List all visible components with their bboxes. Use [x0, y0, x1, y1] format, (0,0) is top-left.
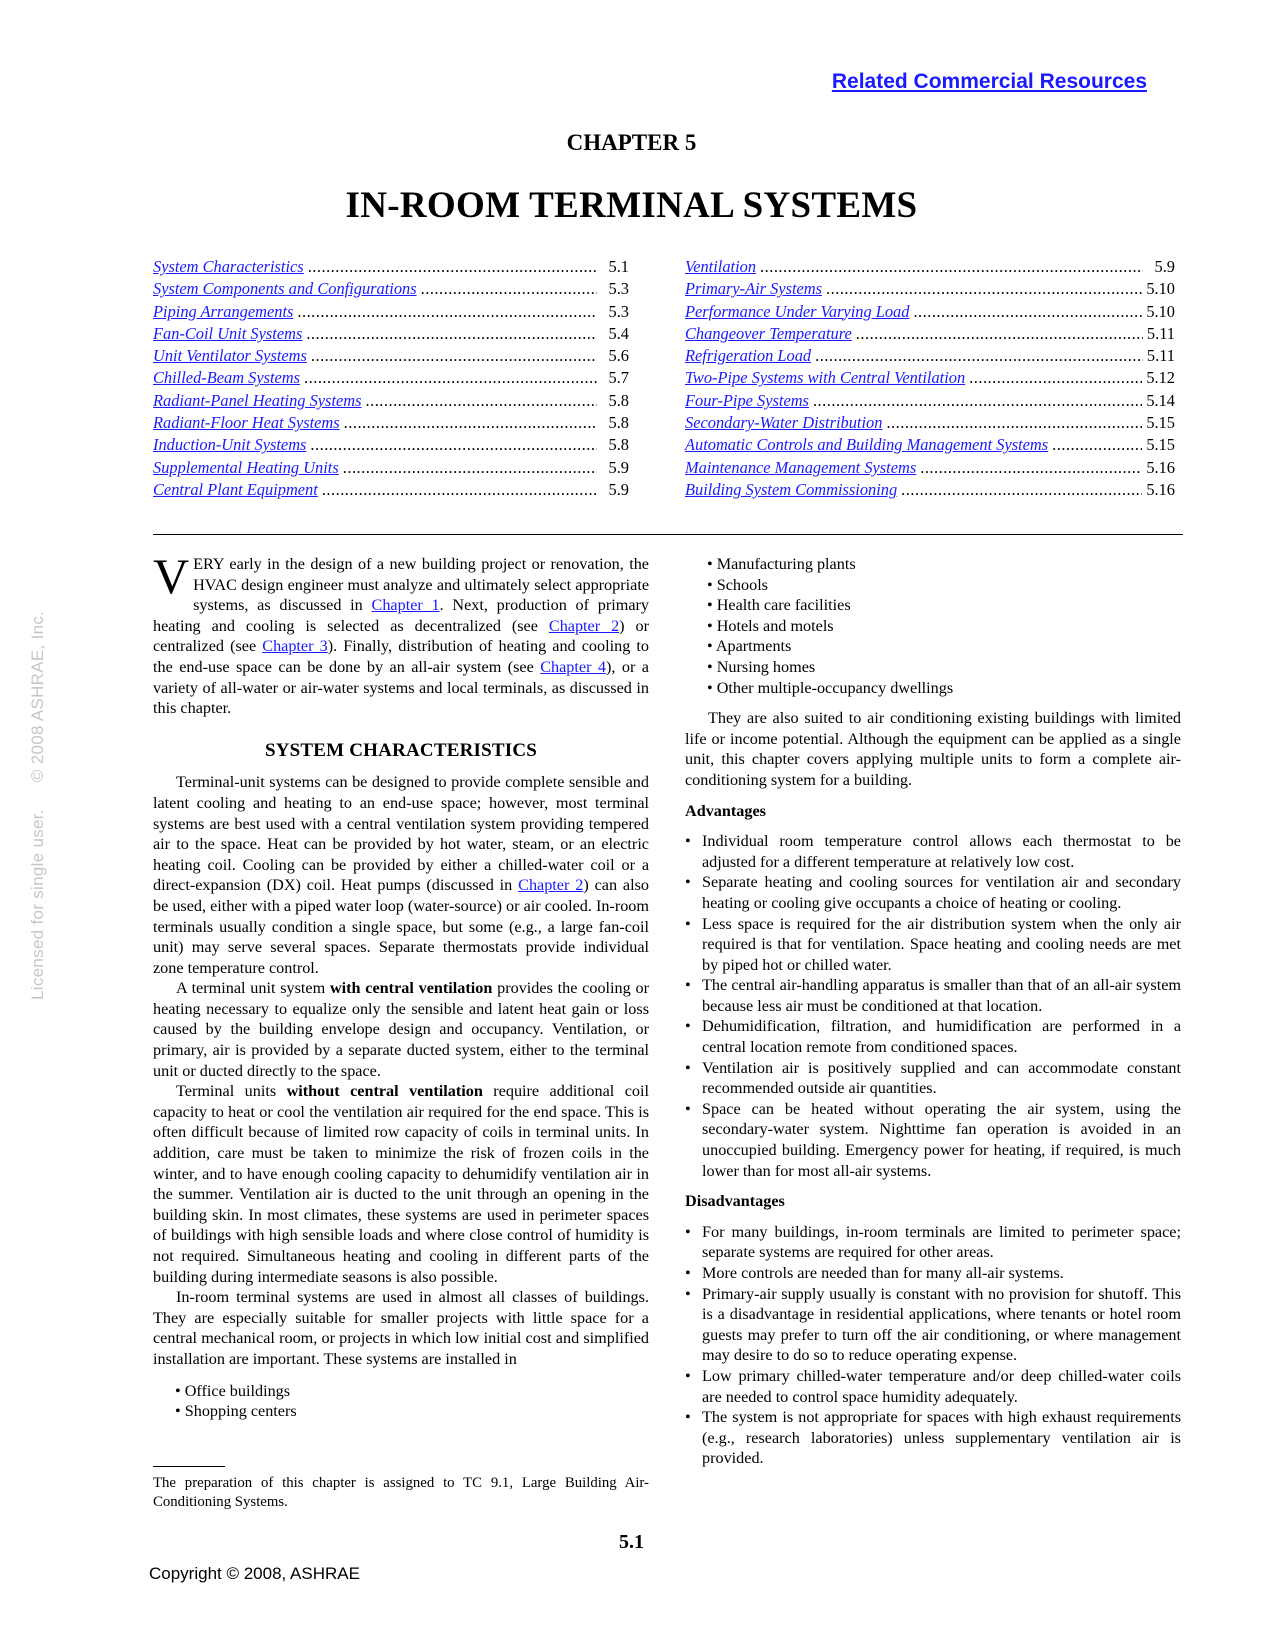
toc-page: 5.6	[608, 346, 629, 366]
toc-link[interactable]: Automatic Controls and Building Management Systems	[685, 435, 1049, 455]
toc-page: 5.10	[1146, 301, 1175, 321]
toc-page: 5.8	[608, 390, 629, 410]
toc-entry	[685, 323, 1175, 345]
toc-link[interactable]: Unit Ventilator Systems	[153, 346, 307, 366]
right-text-column	[685, 554, 1181, 1469]
disadvantages-heading: Disadvantages	[685, 1192, 785, 1211]
body-paragraph: Terminal-unit systems can be designed to provide complete sensible and latent cooling and heating to an end-use space; however, most terminal systems are best used with a central ventilation system providing tempered air to the space. Heat can be provided by hot water, steam, or an electric heating coil. Cooling can be provided by either a chilled-water coil or a direct-expansion (DX) coil. Heat pumps (discussed in Chapter 2) can also be used, either with a piped water loop (water-source) or air cooled. In-room terminals usually condition a single space, but some (e.g., a large fan-coil unit) may serve several spaces. Separate thermostats provide individual zone temperature control.	[153, 773, 649, 977]
disadvantages-list	[685, 1222, 1181, 1469]
license-watermark	[28, 589, 48, 1000]
toc-page: 5.8	[608, 413, 629, 433]
list-item: • Separate heating and cooling sources for ventilation air and secondary heating or cooling give occupants a choice of heating or cooling.	[685, 872, 1181, 913]
toc-link[interactable]: Supplemental Heating Units	[153, 457, 339, 477]
left-text-column	[153, 548, 650, 1422]
page-number: 5.1	[619, 1531, 644, 1553]
toc-entry	[685, 457, 1175, 479]
toc-link[interactable]: Maintenance Management Systems	[685, 457, 917, 477]
toc-link[interactable]: Primary-Air Systems	[685, 279, 823, 299]
toc-page: 5.14	[1146, 390, 1175, 410]
list-item: • Less space is required for the air distribution system when the only air required is that for ventilation. Space heating and cooling needs are met by piped hot or chilled water.	[685, 914, 1181, 976]
list-item: • Schools	[707, 575, 1181, 596]
toc-entry	[685, 256, 1175, 278]
list-item: • Primary-air supply usually is constant with no provision for shutoff. This is a disadvantage in residential applications, where tenants or hotel room guests may prefer to turn off the air conditioning, or where management may desire to do so to reduce operating expense.	[685, 1284, 1181, 1366]
intro-paragraph: VERY early in the design of a new building project or renovation, the HVAC design engineer must analyze and ultimately select appropriate systems, as discussed in Chapter 1. Next, production of primary heating and cooling is selected as decentralized (see Chapter 2) or centralized (see Chapter 3). Finally, distribution of heating and cooling to the end-use space can be done by an all-air system (see Chapter 4), or a variety of all-water or air-water systems and local terminals, as discussed in this chapter.	[153, 548, 650, 718]
toc-page: 5.15	[1146, 413, 1175, 433]
list-item: • The central air-handling apparatus is smaller than that of an all-air system because less air must be conditioned at that location.	[685, 975, 1181, 1016]
advantages-list	[685, 831, 1181, 1181]
body-paragraph: In-room terminal systems are used in almost all classes of buildings. They are especially suitable for smaller projects with little space for a central mechanical room, or projects in which low initial cost and simplified installation are important. These systems are installed in	[153, 1288, 649, 1368]
copyright-notice: Copyright © 2008, ASHRAE	[149, 1564, 360, 1583]
chapter-2-link[interactable]: Chapter 2	[518, 876, 584, 895]
toc-link[interactable]: Radiant-Floor Heat Systems	[153, 413, 340, 433]
toc-page: 5.10	[1146, 279, 1175, 299]
toc-page: 5.11	[1146, 323, 1175, 343]
related-resources-link[interactable]: Related Commercial Resources	[831, 70, 1147, 93]
toc-left-column	[153, 256, 629, 501]
footnote: The preparation of this chapter is assigned to TC 9.1, Large Building Air-Conditioning Systems.	[153, 1475, 649, 1510]
toc-page: 5.4	[608, 323, 629, 343]
toc-entry	[153, 345, 629, 367]
toc-link[interactable]: Performance Under Varying Load	[685, 301, 910, 321]
toc-link[interactable]: Piping Arrangements	[153, 301, 294, 321]
toc-entry	[685, 479, 1175, 501]
section-heading: SYSTEM CHARACTERISTICS	[264, 739, 538, 761]
toc-link[interactable]: System Characteristics	[153, 257, 304, 276]
watermark-license-text: Licensed for single user.	[28, 809, 47, 1000]
toc-entry	[153, 301, 629, 323]
list-item: • Other multiple-occupancy dwellings	[707, 678, 1181, 699]
toc-link[interactable]: Four-Pipe Systems	[685, 390, 809, 410]
toc-page: 5.12	[1146, 368, 1175, 388]
section-divider	[153, 534, 1183, 535]
toc-link[interactable]: Two-Pipe Systems with Central Ventilation	[685, 368, 966, 388]
list-item: • More controls are needed than for many all-air systems.	[685, 1263, 1181, 1284]
list-item: • Dehumidification, filtration, and humidification are performed in a central location remote from conditioned spaces.	[685, 1016, 1181, 1057]
chapter-3-link[interactable]: Chapter 3	[262, 637, 328, 656]
list-item: • Shopping centers	[175, 1401, 649, 1422]
footnote-divider	[153, 1466, 225, 1467]
toc-entry	[153, 457, 629, 479]
watermark-copyright-text: © 2008 ASHRAE, Inc.	[28, 610, 47, 783]
list-item: • Health care facilities	[707, 595, 1181, 616]
toc-page: 5.1	[608, 257, 629, 276]
list-item: • Hotels and motels	[707, 616, 1181, 637]
toc-link[interactable]: Radiant-Panel Heating Systems	[153, 390, 362, 410]
toc-link[interactable]: Refrigeration Load	[685, 346, 812, 366]
toc-link[interactable]: Chilled-Beam Systems	[153, 368, 301, 388]
toc-entry	[685, 367, 1175, 389]
toc-entry	[153, 390, 629, 412]
chapter-4-link[interactable]: Chapter 4	[540, 657, 607, 676]
toc-page: 5.9	[1154, 257, 1175, 276]
advantages-heading: Advantages	[685, 801, 766, 820]
toc-entry	[685, 390, 1175, 412]
list-item: • Manufacturing plants	[707, 554, 1181, 575]
list-item: • Ventilation air is positively supplied and can accommodate constant recommended outside air quantities.	[685, 1058, 1181, 1099]
list-item: • Nursing homes	[707, 657, 1181, 678]
toc-link[interactable]: Central Plant Equipment	[153, 479, 318, 499]
toc-entry	[153, 479, 629, 501]
toc-entry	[153, 323, 629, 345]
toc-link[interactable]: Ventilation	[685, 257, 757, 276]
body-paragraph: They are also suited to air conditioning existing buildings with limited life or income potential. Although the equipment can be applied as a single unit, this chapter covers applying multiple units to form a complete air-conditioning system for a building.	[685, 709, 1181, 789]
drop-cap: V	[153, 548, 190, 604]
toc-entry	[153, 256, 629, 278]
body-paragraph: Terminal units without central ventilation require additional coil capacity to heat or cool the ventilation air required for the end space. This is often difficult because of limited row capacity of coils in terminal units. In addition, care must be taken to minimize the risk of frozen coils in the winter, and to have enough cooling capacity to dehumidify ventilation air in the summer. Ventilation air is ducted to the unit through an opening in the building skin. In most climates, these systems are used in perimeter spaces of buildings with high sensible loads and where close control of humidity is not required. Simultaneous heating and cooling in different parts of the building during intermediate seasons is also possible.	[153, 1082, 650, 1286]
body-paragraph: A terminal unit system with central ventilation provides the cooling or heating necessary to equalize only the sensible and latent heat gain or loss caused by the building envelope design and occupancy. Ventilation, or primary, air is provided by a separate ducted system, either to the terminal unit or ducted directly to the space.	[153, 979, 649, 1080]
toc-entry	[685, 345, 1175, 367]
toc-page: 5.9	[608, 479, 629, 499]
toc-entry	[153, 278, 629, 300]
list-item: • Apartments	[707, 636, 1181, 657]
toc-entry	[685, 278, 1175, 300]
list-item: • The system is not appropriate for spaces with high exhaust requirements (e.g., research laboratories) unless supplementary ventilation air is provided.	[685, 1407, 1181, 1469]
toc-link[interactable]: Building System Commissioning	[685, 479, 898, 499]
toc-entry	[153, 367, 629, 389]
list-item: • Space can be heated without operating the air system, using the secondary-water system. Nighttime fan operation is avoided in an unoccupied building. Emergency power for heating, if required, is much lower than for most all-air systems.	[685, 1099, 1181, 1181]
toc-page: 5.11	[1146, 346, 1175, 366]
chapter-label: CHAPTER 5	[566, 130, 697, 155]
toc-entry	[685, 412, 1175, 434]
toc-link[interactable]: Secondary-Water Distribution	[685, 413, 883, 433]
toc-page: 5.16	[1146, 479, 1175, 499]
toc-link[interactable]: Induction-Unit Systems	[153, 435, 307, 455]
chapter-title: IN-ROOM TERMINAL SYSTEMS	[345, 185, 918, 226]
toc-page: 5.15	[1146, 435, 1175, 455]
chapter-1-link[interactable]: Chapter 1	[371, 596, 440, 615]
toc-entry	[685, 301, 1175, 323]
list-item: • Individual room temperature control allows each thermostat to be adjusted for a different temperature at relatively low cost.	[685, 831, 1181, 872]
toc-link[interactable]: System Components and Configurations	[153, 279, 417, 299]
toc-link[interactable]: Fan-Coil Unit Systems	[153, 323, 303, 343]
toc-entry	[685, 434, 1175, 456]
toc-right-column	[685, 256, 1175, 501]
toc-link[interactable]: Changeover Temperature	[685, 323, 852, 343]
building-types-list-continued	[707, 554, 1181, 698]
toc-page: 5.3	[608, 279, 629, 299]
building-types-list	[175, 1381, 649, 1422]
toc-entry	[153, 412, 629, 434]
chapter-2-link[interactable]: Chapter 2	[548, 616, 620, 635]
toc-entry	[153, 434, 629, 456]
toc-page: 5.7	[608, 368, 629, 388]
toc-page: 5.3	[608, 301, 629, 321]
toc-page: 5.9	[608, 457, 629, 477]
toc-page: 5.8	[608, 435, 629, 455]
toc-page: 5.16	[1146, 457, 1175, 477]
list-item: • Low primary chilled-water temperature and/or deep chilled-water coils are needed to control space humidity adequately.	[685, 1366, 1181, 1407]
list-item: • Office buildings	[175, 1381, 649, 1402]
list-item: • For many buildings, in-room terminals are limited to perimeter space; separate systems are required for other areas.	[685, 1222, 1181, 1263]
